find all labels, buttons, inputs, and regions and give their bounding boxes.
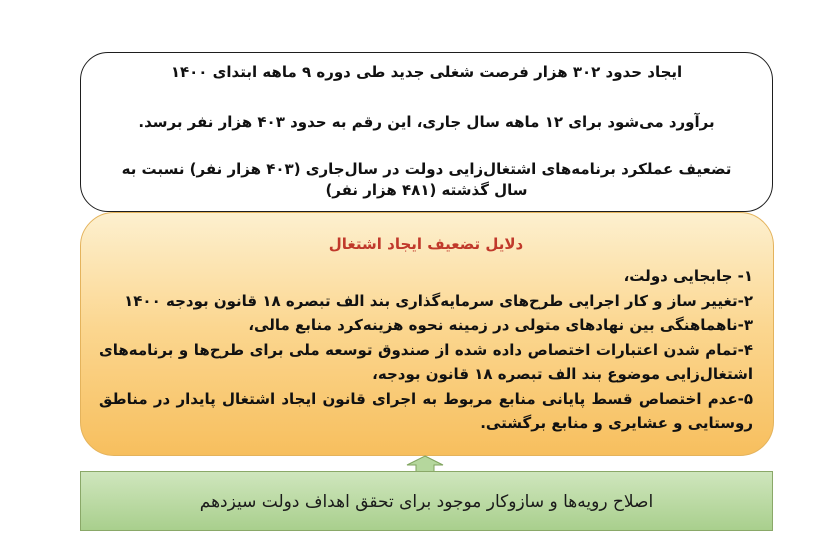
reason-item-5: ۵-عدم اختصاص قسط پایانی منابع مربوط به اجرای قانون ایجاد اشتغال پایدار در مناطق روستایی و عشایری و منابع برگشتی. (99, 389, 753, 432)
summary-line-performance-decline: تضعیف عملکرد برنامه‌های اشتغال‌زایی دولت در سال‌جاری (۴۰۳ هزار نفر) نسبت به سال گذشته (۴۸۱ هزار نفر) (121, 160, 732, 199)
up-arrow-icon (405, 455, 445, 472)
summary-line-jobs-created: ایجاد حدود ۳۰۲ هزار فرصت شغلی جدید طی دوره ۹ ماهه ابتدای ۱۴۰۰ (170, 63, 683, 81)
reasons-list (99, 264, 753, 436)
reform-text: اصلاح رویه‌ها و سازوکار موجود برای تحقق اهداف دولت سیزدهم (199, 492, 654, 512)
reason-item-1: ۱- جابجایی دولت، (623, 267, 753, 285)
reasons-box (80, 212, 774, 456)
reason-item-2: ۲-تغییر ساز و کار اجرایی طرح‌های سرمایه‌گذاری بند الف تبصره ۱۸ قانون بودجه ۱۴۰۰ (124, 291, 753, 310)
reason-item-3: ۳-ناهماهنگی بین نهادهای متولی در زمینه نحوه هزینه‌کرد منابع مالی، (248, 316, 753, 334)
summary-box (80, 52, 773, 212)
reasons-title: دلایل تضعیف ایجاد اشتغال (328, 235, 524, 253)
summary-line-annual-estimate: برآورد می‌شود برای ۱۲ ماهه سال جاری، این رقم به حدود ۴۰۳ هزار نفر برسد. (138, 113, 715, 131)
reform-box (80, 471, 773, 531)
reason-item-4: ۴-تمام شدن اعتبارات اختصاص داده شده از صندوق توسعه ملی برای طرح‌ها و برنامه‌های اشتغال‌زایی موضوع بند الف تبصره ۱۸ قانون بودجه، (99, 340, 753, 383)
